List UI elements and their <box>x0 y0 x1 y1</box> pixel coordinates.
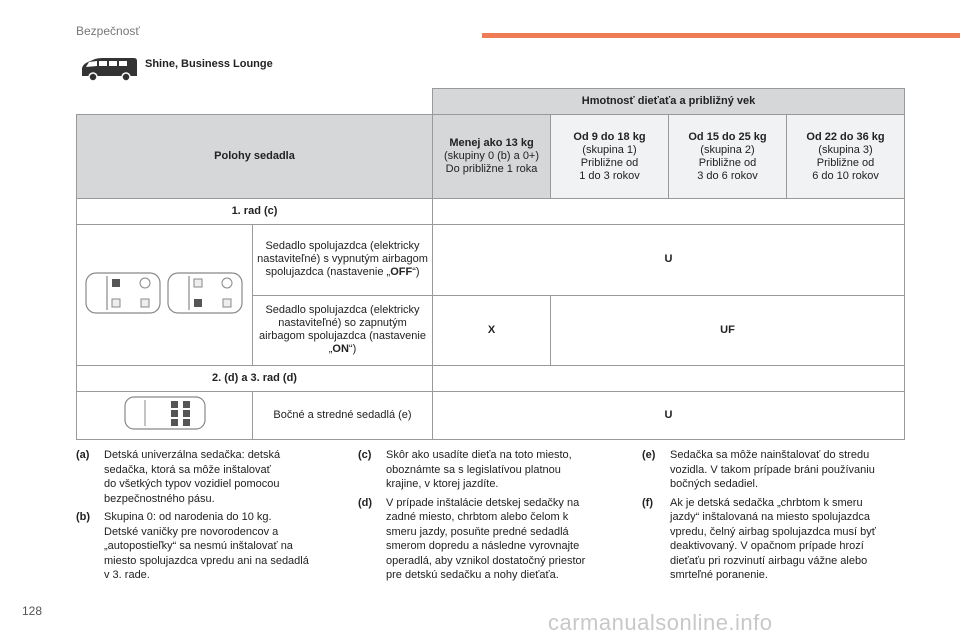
rear-seat-diagram-icon <box>123 395 207 431</box>
seat-on-value-group0: X <box>433 295 551 365</box>
note-f: (f) Ak je detská sedačka „chrbtom k smeru jazdy“ inštalovaná na miesto spolujazdca vpredu, čelný airbag spolujazdca musí byť deaktivovaný. V opačnom prípade hrozí dieťaťu pri rozvinutí airbagu vážne alebo smrteľné poranenie. <box>642 496 876 581</box>
seat-on-label: Sedadlo spolujazdca (elektricky nastaviteľné) so zapnutým airbagom spolujazdca (nastavenie „ON“) <box>253 295 433 365</box>
rear-seats-value: U <box>433 391 905 439</box>
front-seat-diagram <box>77 225 253 365</box>
watermark: carmanualsonline.info <box>548 610 773 635</box>
note-b: (b) Skupina 0: od narodenia do 10 kg. Detské vaničky pre novorodencov a „autopostieľky“ sa nesmú inštalovať na miesto spolujazdca vpredu ani na sedadlá v 3. rade. <box>76 511 309 581</box>
group-header-2: Od 15 do 25 kg (skupina 2) Približne od 3 do 6 rokov <box>669 115 787 199</box>
child-seat-table <box>76 88 905 440</box>
section-title: Bezpečnosť <box>76 24 140 38</box>
van-icon <box>79 56 139 82</box>
page-number: 128 <box>22 604 43 618</box>
note-e: (e) Sedačka sa môže nainštalovať do stredu vozidla. V takom prípade bráni používaniu bočných sedadiel. <box>642 449 875 490</box>
note-d: (d) V prípade inštalácie detskej sedačky na zadné miesto, chrbtom alebo čelom k smeru jazdy, posuňte predné sedadlá smerom dopredu a následne vyrovnajte operadlá, aby vznikol dostatočný priestor pre detskú sedačku a nohy dieťaťa. <box>358 496 586 581</box>
positions-header: Polohy sedadla <box>77 115 433 199</box>
group-header-3: Od 22 do 36 kg (skupina 3) Približne od 6 do 10 rokov <box>787 115 905 199</box>
seat-off-label: Sedadlo spolujazdca (elektricky nastaviteľné) s vypnutým airbagom spolujazdca (nastavenie „OFF“) <box>253 225 433 295</box>
notes-column-3 <box>642 448 942 587</box>
notes-column-2 <box>358 448 632 587</box>
seat-on-value-rest: UF <box>551 295 905 365</box>
group-header-1: Od 9 do 18 kg (skupina 1) Približne od 1 do 3 rokov <box>551 115 669 199</box>
rear-seat-diagram <box>77 391 253 439</box>
weight-header: Hmotnosť dieťaťa a približný vek <box>433 89 905 115</box>
rear-seats-label: Bočné a stredné sedadlá (e) <box>253 391 433 439</box>
note-a: (a) Detská univerzálna sedačka: detská sedačka, ktorá sa môže inštalovať do všetkých typov vozidiel pomocou bezpečnostného pásu. <box>76 449 281 505</box>
accent-bar <box>482 33 960 38</box>
note-c: (c) Skôr ako usadíte dieťa na toto miesto, oboznámte sa s legislatívou platnou krajine, v ktorej jazdíte. <box>358 449 572 490</box>
variant-label: Shine, Business Lounge <box>145 58 273 70</box>
group-header-0: Menej ako 13 kg (skupiny 0 (b) a 0+) Do približne 1 roka <box>433 115 551 199</box>
row2-header: 2. (d) a 3. rad (d) <box>77 365 433 391</box>
row1-header: 1. rad (c) <box>77 199 433 225</box>
front-seat-diagram-icon <box>83 270 247 316</box>
notes-column-1 <box>76 448 346 587</box>
seat-off-value: U <box>433 225 905 295</box>
